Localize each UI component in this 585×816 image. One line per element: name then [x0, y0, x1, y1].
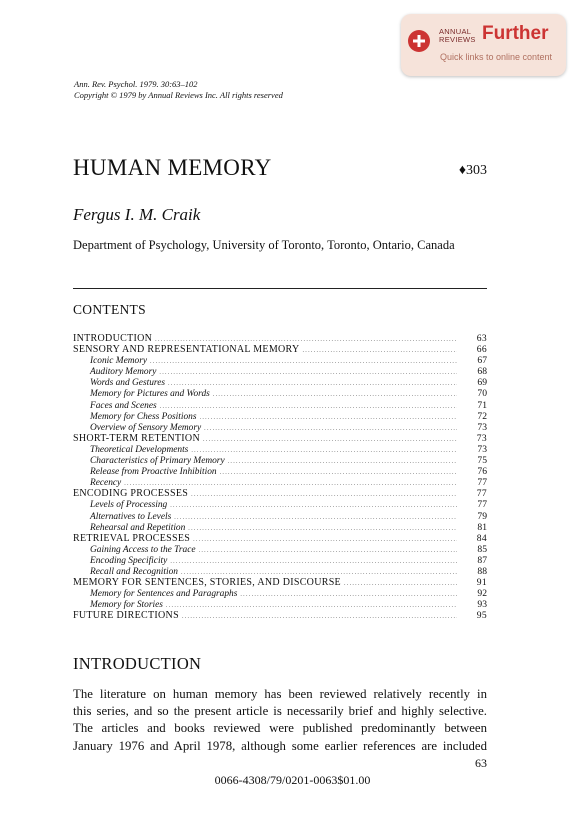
toc-entry[interactable] — [73, 533, 487, 544]
toc-entry-page: 85 — [477, 543, 487, 555]
journal-copyright: Copyright © 1979 by Annual Reviews Inc. All rights reserved — [74, 90, 283, 100]
toc-entry[interactable] — [73, 433, 487, 444]
toc-entry[interactable] — [73, 466, 487, 477]
body-text-line: January 1976 and April 1978, although some earlier references are included — [73, 738, 487, 753]
toc-entry-page: 79 — [477, 510, 487, 522]
article-affiliation: Department of Psychology, University of Toronto, Toronto, Ontario, Canada — [73, 238, 455, 252]
toc-entry-title: SENSORY AND REPRESENTATIONAL MEMORY — [73, 344, 300, 356]
toc-entry-page: 72 — [477, 410, 487, 422]
toc-entry-title: Recall and Recognition — [90, 566, 178, 577]
toc-entry-page: 73 — [476, 432, 487, 444]
toc-entry[interactable] — [73, 599, 487, 610]
toc-entry-title: Words and Gestures — [90, 378, 166, 389]
badge-brand-line1: ANNUAL — [439, 27, 472, 36]
toc-entry-title: SHORT-TERM RETENTION — [73, 432, 200, 444]
article-author: Fergus I. M. Craik — [73, 205, 201, 224]
toc-entry-page: 95 — [476, 610, 487, 622]
toc-entry[interactable] — [73, 411, 487, 422]
toc-entry-title: Release from Proactive Inhibition — [90, 467, 217, 478]
toc-leader-dots — [228, 456, 457, 466]
footer-code: 0066-4308/79/0201-0063$01.00 — [214, 773, 371, 787]
toc-leader-dots — [240, 589, 457, 599]
toc-leader-dots — [150, 356, 457, 366]
toc-entry-title: Alternatives to Levels — [90, 511, 172, 522]
toc-entry-title: Overview of Sensory Memory — [90, 422, 202, 433]
toc-leader-dots — [170, 500, 457, 510]
body-text-line: The literature on human memory has been reviewed relatively recently in — [73, 687, 487, 701]
toc-leader-dots — [203, 433, 457, 444]
toc-entry-page: 84 — [476, 532, 487, 544]
toc-leader-dots — [220, 467, 457, 477]
toc-entry[interactable] — [73, 488, 487, 499]
toc-entry[interactable] — [73, 355, 487, 366]
toc-entry-title: Recency — [90, 478, 122, 489]
toc-entry-page: 75 — [477, 455, 487, 467]
toc-entry[interactable] — [73, 400, 487, 411]
toc-entry-title: Gaining Access to the Trace — [90, 544, 196, 555]
toc-entry-page: 88 — [477, 565, 487, 577]
toc-entry[interactable] — [73, 388, 487, 399]
toc-entry-title: ENCODING PROCESSES — [73, 488, 189, 500]
journal-citation: Ann. Rev. Psychol. 1979. 30:63–102 — [74, 79, 198, 89]
toc-entry-title: Characteristics of Primary Memory — [90, 456, 225, 467]
contents-heading: CONTENTS — [73, 302, 146, 317]
toc-leader-dots — [193, 533, 457, 544]
toc-leader-dots — [302, 344, 457, 355]
body-text-line: this series, and so the present article is necessarily brief and highly selective. — [73, 704, 487, 719]
toc-entry-page: 63 — [476, 333, 487, 344]
badge-title: Further — [482, 23, 549, 44]
toc-leader-dots — [204, 423, 457, 433]
toc-leader-dots — [213, 389, 457, 399]
toc-entry-title: Memory for Pictures and Words — [90, 389, 210, 400]
toc-entry-title: RETRIEVAL PROCESSES — [73, 532, 191, 544]
toc-entry-page: 77 — [477, 477, 487, 489]
toc-entry-page: 93 — [477, 599, 487, 611]
toc-entry[interactable] — [73, 522, 487, 533]
toc-entry[interactable] — [73, 544, 487, 555]
toc-entry[interactable] — [73, 366, 487, 377]
toc-entry-page: 81 — [477, 521, 487, 533]
toc-entry-title: Encoding Specificity — [90, 555, 168, 566]
toc-leader-dots — [191, 488, 457, 499]
toc-entry-title: MEMORY FOR SENTENCES, STORIES, AND DISCOURSE — [73, 577, 341, 589]
toc-leader-dots — [166, 600, 457, 610]
toc-entry[interactable] — [73, 566, 487, 577]
toc-entry[interactable] — [73, 588, 487, 599]
toc-entry-page: 77 — [477, 499, 487, 511]
toc-leader-dots — [174, 512, 457, 522]
introduction-heading: INTRODUCTION — [73, 654, 202, 673]
toc-entry-page: 67 — [477, 355, 487, 367]
toc-leader-dots — [182, 610, 457, 621]
toc-leader-dots — [168, 378, 457, 388]
toc-entry-page: 66 — [476, 344, 487, 356]
toc-entry-page: 68 — [477, 366, 487, 378]
toc-entry[interactable] — [73, 555, 487, 566]
badge-brand-line2: REVIEWS — [439, 35, 476, 44]
page-number: 63 — [475, 756, 487, 770]
toc-entry-page: 77 — [476, 488, 487, 500]
table-of-contents — [73, 333, 487, 621]
toc-leader-dots — [159, 367, 457, 377]
article-title: HUMAN MEMORY — [73, 155, 272, 180]
toc-entry-title: Auditory Memory — [90, 367, 157, 378]
toc-entry-title: Memory for Stories — [90, 600, 163, 611]
toc-leader-dots — [344, 577, 457, 588]
toc-entry-page: 76 — [477, 466, 487, 478]
toc-entry-title: Theoretical Developments — [90, 444, 189, 455]
toc-leader-dots — [170, 556, 457, 566]
toc-entry-title: Memory for Chess Positions — [90, 411, 197, 422]
toc-leader-dots — [160, 401, 457, 411]
toc-entry-title: INTRODUCTION — [73, 333, 153, 344]
toc-leader-dots — [199, 545, 457, 555]
toc-entry-page: 71 — [477, 399, 487, 411]
toc-entry[interactable] — [73, 511, 487, 522]
toc-entry-title: Memory for Sentences and Paragraphs — [90, 589, 238, 600]
toc-entry-page: 92 — [477, 588, 487, 600]
toc-entry-page: 70 — [477, 388, 487, 400]
toc-entry[interactable] — [73, 577, 487, 588]
toc-entry-title: Iconic Memory — [90, 356, 148, 367]
toc-entry-page: 73 — [477, 443, 487, 455]
body-text-line: The articles and books reviewed were published predominantly between — [73, 721, 487, 736]
annual-reviews-logo — [439, 28, 479, 44]
toc-leader-dots — [181, 567, 457, 577]
toc-entry-page: 69 — [477, 377, 487, 389]
badge-subtitle: Quick links to online content — [440, 52, 553, 62]
toc-entry[interactable] — [73, 610, 487, 621]
toc-entry-page: 73 — [477, 421, 487, 433]
toc-entry-page: 91 — [476, 577, 487, 589]
article-ref-number: ♦303 — [458, 163, 487, 178]
plus-icon — [408, 30, 430, 52]
toc-entry-title: Rehearsal and Repetition — [90, 522, 186, 533]
toc-entry[interactable] — [73, 333, 487, 344]
toc-leader-dots — [155, 333, 457, 344]
further-badge[interactable] — [401, 14, 566, 76]
toc-leader-dots — [188, 523, 457, 533]
toc-entry[interactable] — [73, 455, 487, 466]
toc-entry[interactable] — [73, 444, 487, 455]
toc-entry-title: Levels of Processing — [90, 500, 168, 511]
divider-rule — [73, 288, 487, 289]
toc-entry[interactable] — [73, 344, 487, 355]
journal-info — [74, 79, 283, 101]
toc-entry-title: FUTURE DIRECTIONS — [73, 610, 179, 622]
toc-leader-dots — [191, 445, 457, 455]
toc-entry[interactable] — [73, 477, 487, 488]
toc-entry[interactable] — [73, 422, 487, 433]
introduction-body — [73, 686, 487, 755]
toc-entry-page: 87 — [477, 554, 487, 566]
toc-entry-title: Faces and Scenes — [90, 400, 157, 411]
toc-entry[interactable] — [73, 499, 487, 510]
toc-leader-dots — [200, 412, 457, 422]
toc-entry[interactable] — [73, 377, 487, 388]
toc-leader-dots — [124, 478, 457, 488]
